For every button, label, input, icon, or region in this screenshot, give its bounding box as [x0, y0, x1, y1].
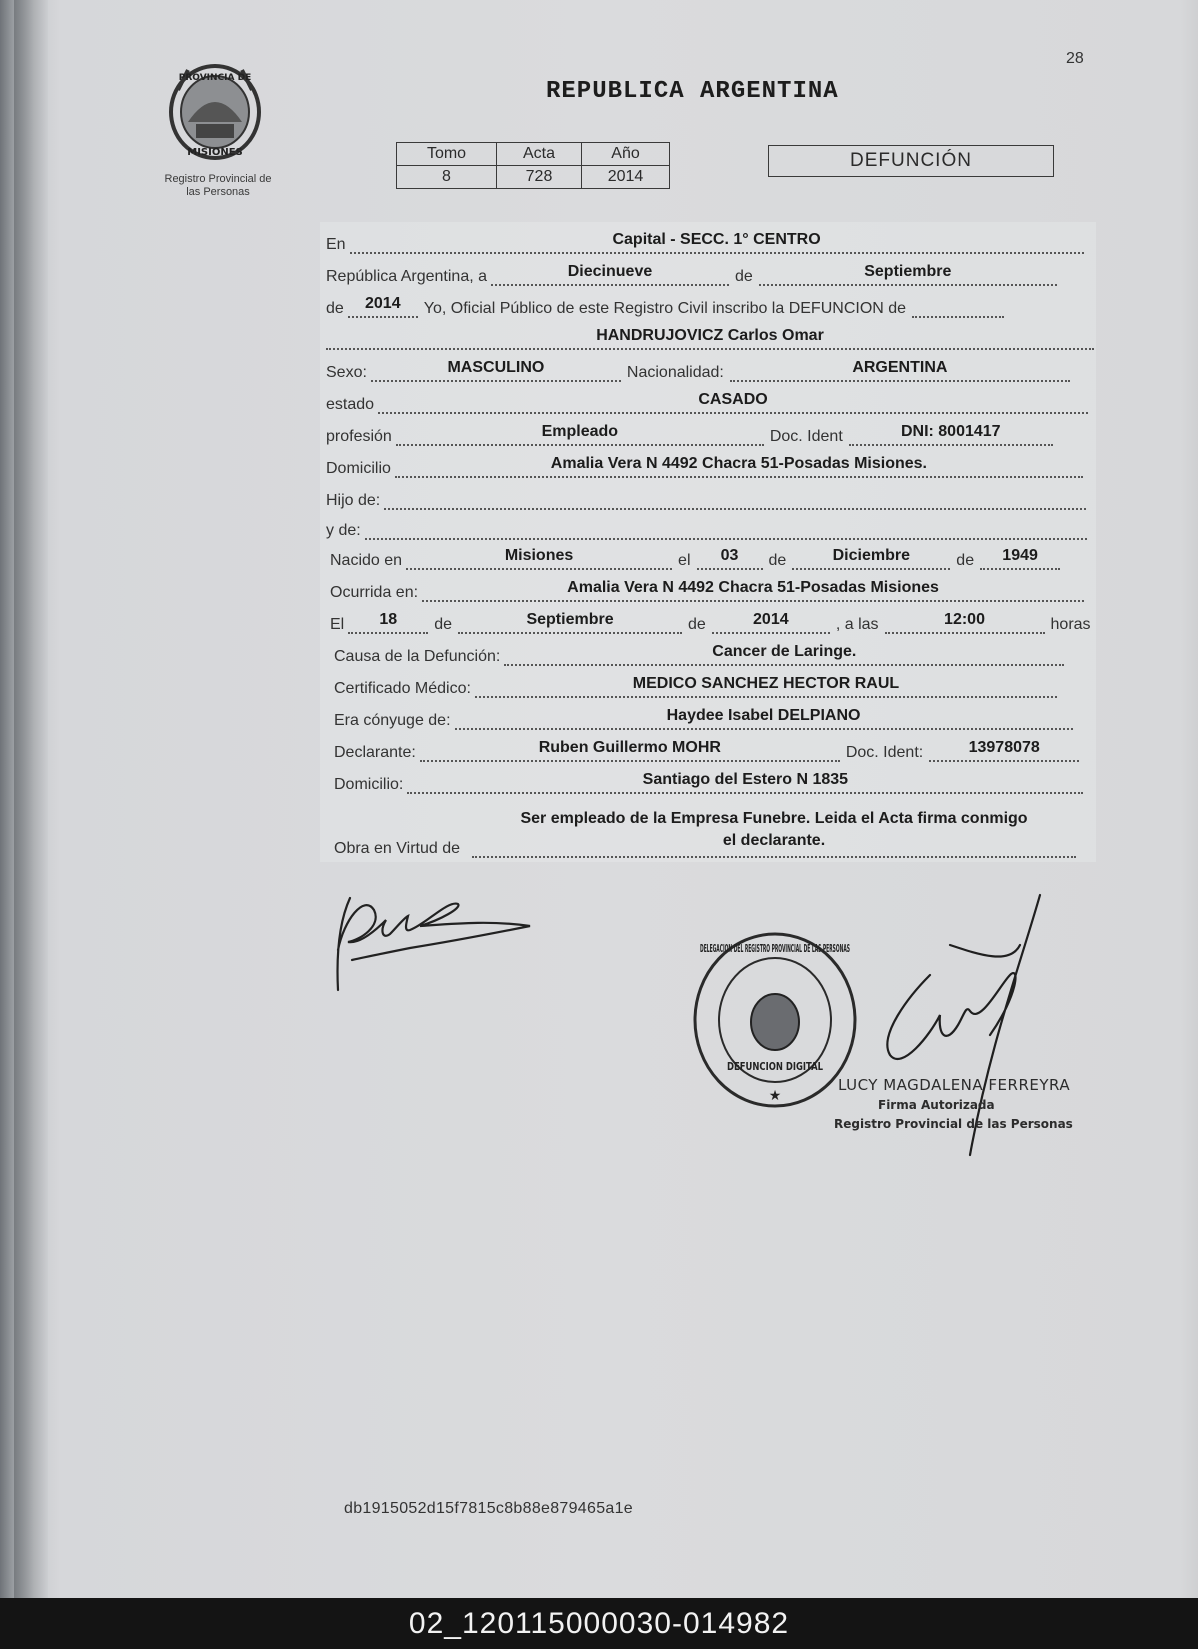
line-nombre: [326, 324, 1094, 350]
label-estado: estado: [326, 396, 375, 413]
field-causa: [504, 640, 1064, 666]
label-a-las: , a las: [835, 616, 879, 633]
value-estado: CASADO: [698, 391, 768, 408]
label-de-1: de: [735, 268, 753, 285]
field-def-anio: [712, 608, 830, 634]
reference-header-row: [397, 143, 670, 166]
province-seal-icon: [166, 62, 264, 162]
field-obra: [472, 806, 1076, 858]
label-nacido-en: Nacido en: [330, 552, 403, 569]
field-profesion: [396, 420, 764, 446]
field-dia: [491, 260, 729, 286]
line-conyuge: [334, 704, 1073, 730]
death-record-form: [320, 222, 1096, 862]
field-nac-dia: [697, 544, 763, 570]
official-stamp: [690, 930, 860, 1110]
label-de-5: de: [434, 616, 453, 633]
field-declarante: [420, 736, 840, 762]
value-nac-mes: Diciembre: [832, 547, 910, 564]
label-de-6: de: [688, 616, 706, 633]
field-lugar: [350, 228, 1084, 254]
field-nac-mes: [792, 544, 950, 570]
line-domicilio-declarante: [334, 768, 1083, 794]
stamp-ring-text: DELEGACION DEL REGISTRO PROVINCIAL DE LAS PERSONAS: [700, 942, 851, 955]
label-nacionalidad: Nacionalidad:: [626, 364, 724, 381]
field-declarante-doc: [929, 736, 1079, 762]
label-domicilio: Domicilio: [326, 460, 391, 477]
value-causa: Cancer de Laringe.: [712, 643, 857, 660]
field-y-de: [365, 514, 1087, 540]
line-declarante: [334, 736, 1079, 762]
field-nac-anio: [980, 544, 1060, 570]
line-anio: [326, 292, 1004, 318]
value-anio: 2014: [365, 295, 401, 312]
value-declarante: Ruben Guillermo MOHR: [538, 739, 721, 756]
line-certificado: [334, 672, 1057, 698]
label-profesion: profesión: [326, 428, 392, 445]
field-hijo-de: [384, 484, 1086, 510]
value-mes: Septiembre: [864, 263, 952, 280]
seal-bottom-text: MISIONES: [187, 147, 243, 158]
value-obra-line-1: Ser empleado de la Empresa Funebre. Leida el Acta firma conmigo: [520, 810, 1028, 827]
line-y-de: [326, 514, 1087, 540]
value-declarante-domicilio: Santiago del Estero N 1835: [642, 771, 849, 788]
value-nacido-en: Misiones: [504, 547, 574, 564]
signer-org: Registro Provincial de las Personas: [834, 1117, 1073, 1131]
label-horas: horas: [1050, 616, 1091, 633]
value-dni: DNI: 8001417: [900, 423, 1001, 440]
field-ocurrida-en: [422, 576, 1084, 602]
tomo-header: Tomo: [397, 143, 497, 166]
registry-name: [148, 173, 288, 199]
label-de-2: de: [326, 300, 344, 317]
document-hash: db1915052d15f7815c8b88e879465a1e: [344, 1500, 633, 1517]
label-causa: Causa de la Defunción:: [334, 648, 501, 665]
label-hijo-de: Hijo de:: [326, 492, 381, 509]
field-certificado: [475, 672, 1057, 698]
value-sexo: MASCULINO: [447, 359, 545, 376]
field-nacionalidad: [730, 356, 1070, 382]
label-y-de: y de:: [326, 522, 361, 539]
line-nacido: [330, 544, 1060, 570]
label-sexo: Sexo:: [326, 364, 367, 381]
line-causa: [334, 640, 1064, 666]
line-obra: [334, 806, 1076, 858]
value-domicilio: Amalia Vera N 4492 Chacra 51-Posadas Misiones.: [550, 455, 927, 472]
label-doc-ident: Doc. Ident: [769, 428, 843, 445]
line-sexo: [326, 356, 1070, 382]
label-certificado: Certificado Médico:: [334, 680, 471, 697]
field-mes: [759, 260, 1057, 286]
value-profesion: Empleado: [541, 423, 619, 440]
seal-top-text: PROVINCIA DE: [178, 73, 252, 83]
field-declarante-domicilio: [407, 768, 1083, 794]
label-domicilio-2: Domicilio:: [334, 776, 404, 793]
value-nac-anio: 1949: [1002, 547, 1038, 564]
value-hora: 12:00: [944, 611, 985, 628]
value-nombre: HANDRUJOVICZ Carlos Omar: [596, 327, 824, 344]
reference-table: [396, 142, 670, 189]
label-ocurrida-en: Ocurrida en:: [330, 584, 419, 601]
value-dia: Diecinueve: [567, 263, 653, 280]
registry-line-2: las Personas: [186, 186, 250, 198]
value-declarante-doc: 13978078: [968, 739, 1040, 756]
country-title: REPUBLICA ARGENTINA: [546, 78, 839, 105]
field-sexo: [371, 356, 621, 382]
label-el: el: [678, 552, 691, 569]
field-def-dia: [348, 608, 428, 634]
value-def-mes: Septiembre: [526, 611, 614, 628]
footer-identifier: 02_120115000030-014982: [0, 1598, 1198, 1649]
line-domicilio: [326, 452, 1083, 478]
field-estado: [378, 388, 1088, 414]
field-nombre: [326, 324, 1094, 350]
binding-shadow: [14, 0, 48, 1598]
value-def-dia: 18: [379, 611, 398, 628]
value-def-anio: 2014: [753, 611, 789, 628]
label-de-4: de: [956, 552, 975, 569]
line-hijo-de: [326, 484, 1086, 510]
signer-name: LUCY MAGDALENA FERREYRA: [838, 1076, 1071, 1094]
acta-value: 728: [497, 166, 582, 189]
field-blank: [912, 292, 1004, 318]
reference-value-row: [397, 166, 670, 189]
label-declarante: Declarante:: [334, 744, 416, 761]
acta-header: Acta: [497, 143, 582, 166]
value-nac-dia: 03: [720, 547, 739, 564]
label-doc-ident-2: Doc. Ident:: [845, 744, 924, 761]
field-conyuge: [455, 704, 1073, 730]
field-domicilio: [395, 452, 1083, 478]
line-fecha: [326, 260, 1057, 286]
stamp-star-icon: ★: [768, 1087, 782, 1103]
document-type-box: DEFUNCIÓN: [768, 145, 1054, 177]
field-def-mes: [458, 608, 682, 634]
anio-header: Año: [582, 143, 670, 166]
field-dni: [849, 420, 1053, 446]
label-obra: Obra en Virtud de: [334, 840, 461, 857]
label-conyuge: Era cónyuge de:: [334, 712, 451, 729]
stamp-inner-text: DEFUNCION DIGITAL: [727, 1060, 823, 1073]
page-number: 28: [1066, 50, 1084, 67]
field-nacido-en: [406, 544, 672, 570]
value-obra-line-2: el declarante.: [722, 832, 826, 849]
value-lugar: Capital - SECC. 1° CENTRO: [612, 231, 821, 248]
label-el-cap: El: [330, 616, 345, 633]
label-yo-text: Yo, Oficial Público de este Registro Civil inscribo la DEFUNCION de: [423, 300, 907, 317]
label-en: En: [326, 236, 346, 253]
line-fecha-defuncion: [330, 608, 1097, 634]
value-ocurrida-en: Amalia Vera N 4492 Chacra 51-Posadas Misiones: [567, 579, 939, 596]
field-anio: [348, 292, 418, 318]
tomo-value: 8: [397, 166, 497, 189]
value-nacionalidad: ARGENTINA: [852, 359, 948, 376]
line-en: [326, 228, 1084, 254]
signer-role: Firma Autorizada: [878, 1098, 995, 1112]
value-certificado: MEDICO SANCHEZ HECTOR RAUL: [632, 675, 900, 692]
field-hora: [885, 608, 1045, 634]
line-estado: [326, 388, 1088, 414]
value-conyuge: Haydee Isabel DELPIANO: [666, 707, 861, 724]
anio-value: 2014: [582, 166, 670, 189]
registry-line-1: Registro Provincial de: [164, 173, 272, 185]
label-de-3: de: [768, 552, 787, 569]
line-ocurrida: [330, 576, 1084, 602]
declarant-signature: [330, 890, 540, 1000]
label-republica: República Argentina, a: [326, 268, 487, 285]
line-profesion: [326, 420, 1053, 446]
